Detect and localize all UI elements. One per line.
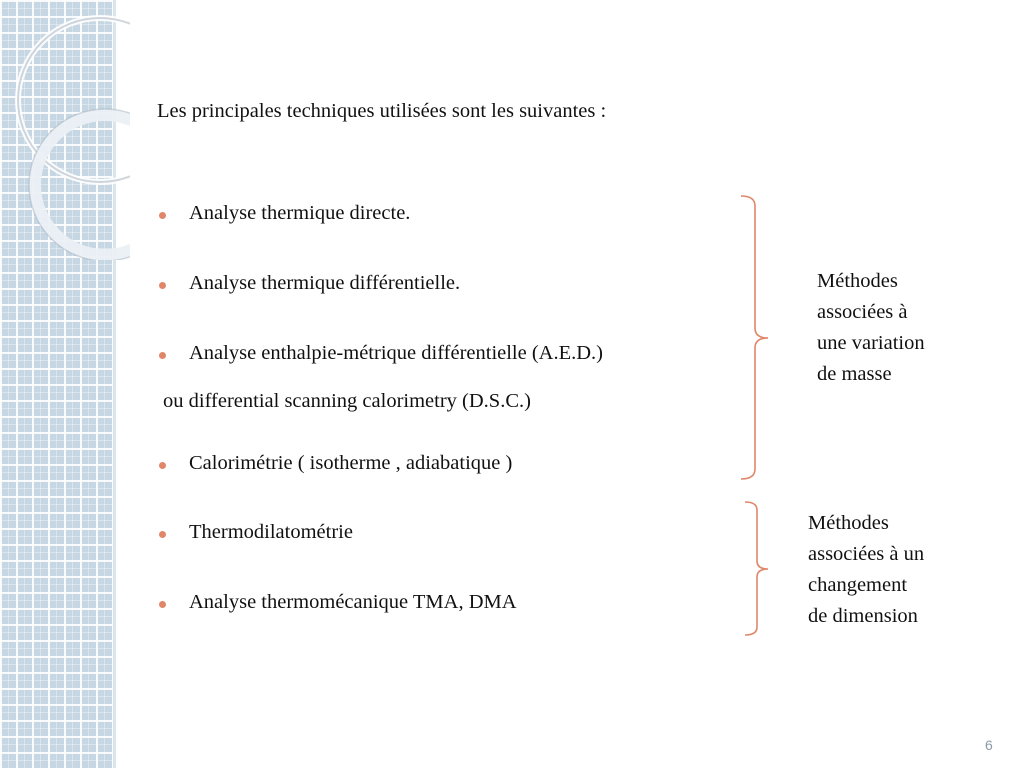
page-number: 6 xyxy=(985,737,993,753)
list-item: Analyse thermique différentielle. xyxy=(189,272,461,294)
group-label-mass: Méthodes associées à une variation de masse xyxy=(817,270,925,385)
list-item: Analyse enthalpie-métrique différentielle (A.E.D.) xyxy=(189,342,604,364)
list-item: Analyse thermique directe. xyxy=(189,202,411,224)
intro-text: Les principales techniques utilisées sont les suivantes : xyxy=(157,100,607,122)
list-item-continuation: ou differential scanning calorimetry (D.S.C.) xyxy=(163,390,531,412)
bracket-mass xyxy=(741,196,768,479)
list-item: Analyse thermomécanique TMA, DMA xyxy=(189,591,517,613)
list-item: Thermodilatométrie xyxy=(189,521,353,543)
group-label-dimension: Méthodes associées à un changement de dimension xyxy=(808,512,925,627)
bracket-dimension xyxy=(745,502,768,635)
list-item: Calorimétrie ( isotherme , adiabatique ) xyxy=(189,452,513,474)
